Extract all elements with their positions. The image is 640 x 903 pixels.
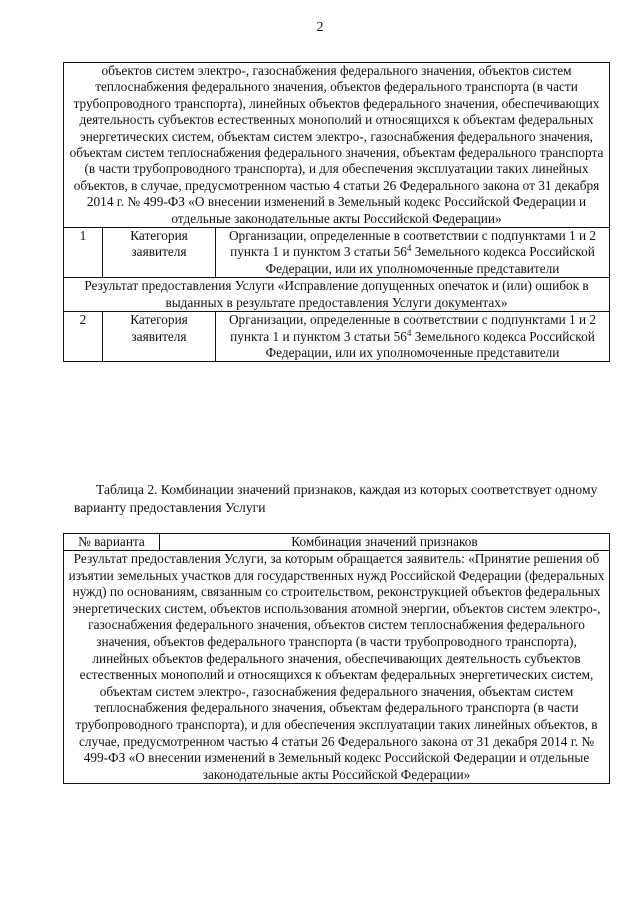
value-text-continued: Земельного кодекса Российской Федерации, или их уполномоченные представители (265, 328, 595, 360)
table-row (64, 551, 610, 784)
table-row (64, 228, 610, 278)
row-number: 2 (64, 312, 103, 362)
row-number: 1 (64, 228, 103, 278)
column-header-combination: Комбинация значений признаков (160, 534, 610, 551)
table-row (64, 63, 610, 228)
combinations-table (63, 533, 610, 784)
column-header-variant: № варианта (64, 534, 160, 551)
table-caption: Таблица 2. Комбинации значений признаков, каждая из которых соответствует одному варианту предоставления Услуги (74, 482, 598, 515)
page-number: 2 (316, 20, 324, 35)
section-result-header: Результат предоставления Услуги «Исправление допущенных опечаток и (или) ошибок в выданных в результате предоставления Услуги документах» (64, 278, 610, 312)
variants-table (63, 62, 610, 362)
criterion-cell: Категория заявителя (103, 228, 216, 278)
value-text: Организации, определенные в соответствии с подпунктами 1 и 2 пункта 1 и пунктом 3 статьи 56 (228, 312, 597, 344)
table-row (64, 278, 610, 312)
table-header-text: объектов систем электро-, газоснабжения федерального значения, объектов систем теплоснабжения федерального значения, объектов федерального транспорта (в части трубопроводного транспорта), линейных объектов федерального значения, обеспечивающих деятельность субъектов естественных монополий и относящихся к объектам федеральных энергетических систем, объектам систем электро-, газоснабжения федерального значения, объектам систем теплоснабжения федерального значения, объектам федерального транспорта (в части трубопроводного транспорта), и для обеспечения эксплуатации таких линейных объектов, в случае, предусмотренном частью 4 статьи 26 Федерального закона от 31 декабря 2014 г. № 499-ФЗ «О внесении изменений в Земельный кодекс Российской Федерации и отдельные законодательные акты Российской Федерации» (64, 63, 610, 228)
value-text: Организации, определенные в соответствии с подпунктами 1 и 2 пункта 1 и пунктом 3 статьи 56 (228, 228, 597, 260)
criterion-cell: Категория заявителя (103, 312, 216, 362)
table-row (64, 312, 610, 362)
superscript: 4 (406, 243, 412, 254)
table-header-row (64, 534, 610, 551)
result-description: Результат предоставления Услуги, за которым обращается заявитель: «Принятие решения об изъятии земельных участков для государственных нужд Российской Федерации (федеральных нужд) по основаниям, связанным со строительством, реконструкцией объектов федеральных энергетических систем, объектов использования атомной энергии, объектов систем электро-, газоснабжения федерального значения, объектов систем теплоснабжения федерального значения, объектов федерального транспорта (в части трубопроводного транспорта), линейных объектов федерального значения, обеспечивающих деятельность субъектов естественных монополий и относящихся к объектам федеральных энергетических систем, объектам систем электро-, газоснабжения федерального значения, объектам систем теплоснабжения федерального значения, объектам федерального транспорта (в части трубопроводного транспорта), и для обеспечения эксплуатации таких линейных объектов, в случае, предусмотренном частью 4 статьи 26 Федерального закона от 31 декабря 2014 г. № 499-ФЗ «О внесении изменений в Земельный кодекс Российской Федерации и отдельные законодательные акты Российской Федерации» (64, 551, 610, 784)
criterion-value-cell (216, 228, 610, 278)
value-text-continued: Земельного кодекса Российской Федерации, или их уполномоченные представители (265, 244, 595, 276)
criterion-value-cell (216, 312, 610, 362)
superscript: 4 (406, 327, 412, 338)
